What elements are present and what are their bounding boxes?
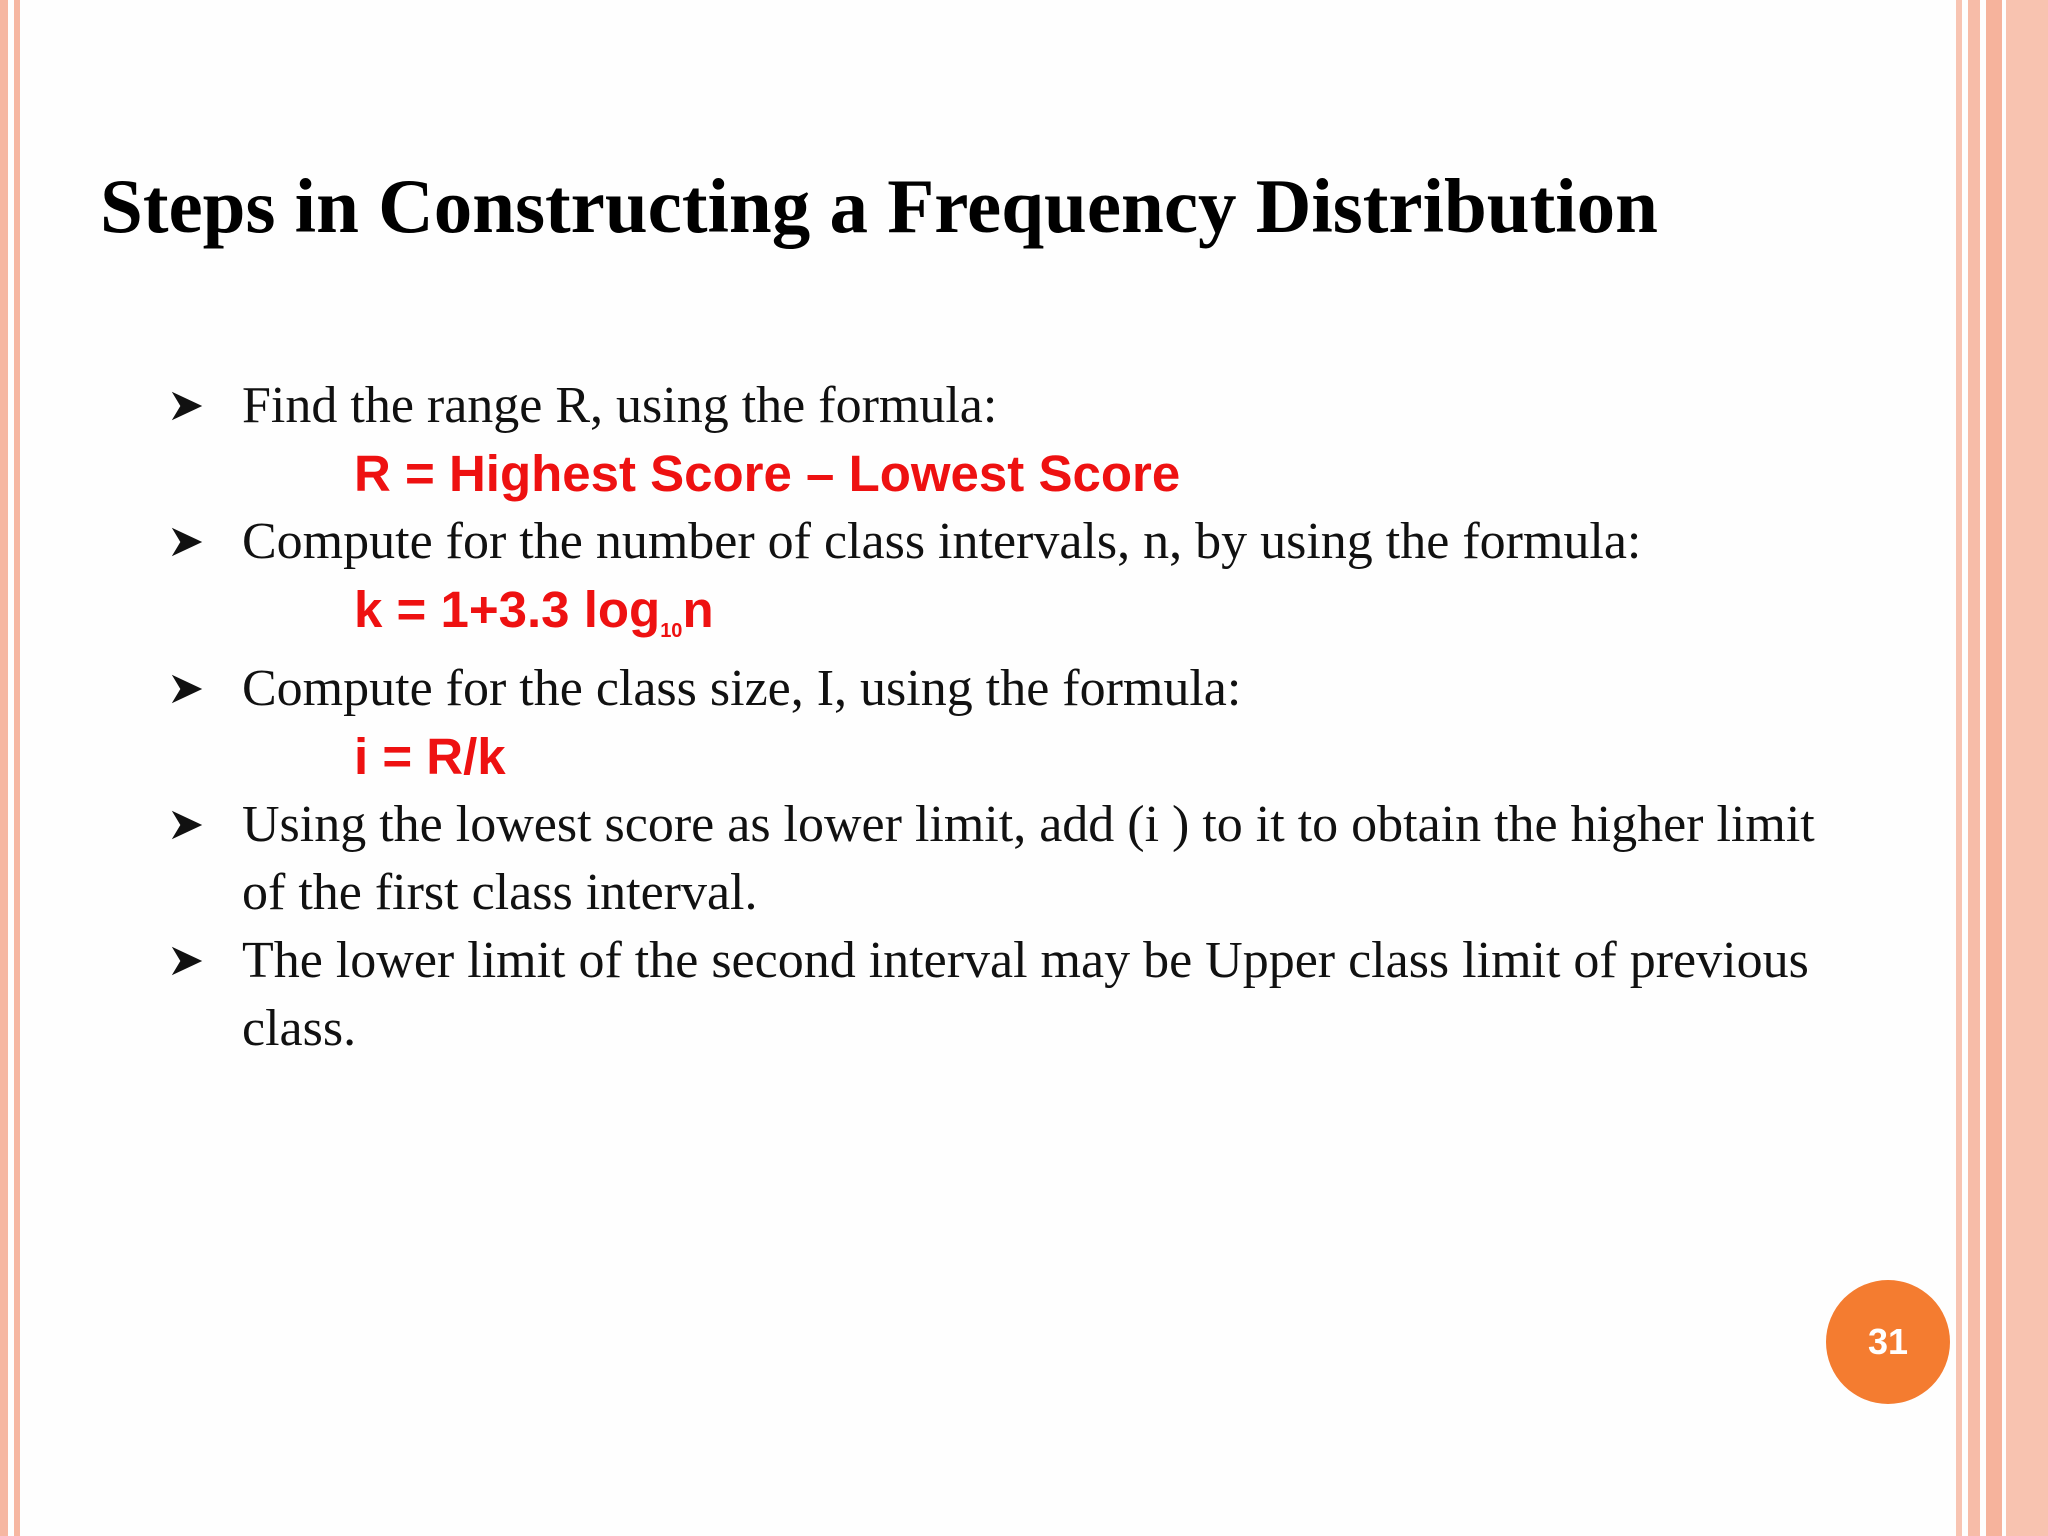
range-formula: R = Highest Score – Lowest Score — [354, 445, 1181, 502]
bullet-text: Find the range R, using the formula: — [242, 377, 998, 434]
bullet-item — [168, 791, 1868, 927]
right-border-stripe — [1968, 0, 1980, 1536]
formula-k-subscript: 10 — [660, 620, 683, 642]
arrowhead-bullet-icon — [168, 655, 212, 723]
formula-k-tail: n — [682, 581, 714, 638]
arrowhead-bullet-icon — [168, 791, 212, 859]
bullet-text: Using the lowest score as lower limit, add (i ) to it to obtain the higher limit of the first class interval. — [242, 796, 1815, 921]
bullet-item — [168, 372, 1868, 440]
bullet-item — [168, 508, 1868, 576]
slide-content — [168, 372, 1868, 1063]
bullet-text: Compute for the class size, I, using the formula: — [242, 660, 1242, 717]
right-border-stripe — [1986, 0, 2002, 1536]
page-number-badge: 31 — [1826, 1280, 1950, 1404]
left-border-stripe — [0, 0, 8, 1536]
arrowhead-bullet-icon — [168, 927, 212, 995]
formula-k-main: k = 1+3.3 log — [354, 581, 661, 638]
bullet-text: Compute for the number of class intervals, n, by using the formula: — [242, 513, 1642, 570]
bullet-item — [168, 655, 1868, 723]
bullet-item — [168, 927, 1868, 1063]
slide-title: Steps in Constructing a Frequency Distribution — [100, 163, 1658, 249]
bullet-text: The lower limit of the second interval may be Upper class limit of previous class. — [242, 932, 1809, 1057]
right-border-stripe — [1956, 0, 1962, 1536]
arrowhead-bullet-icon — [168, 372, 212, 440]
right-border-stripe — [2006, 0, 2048, 1536]
class-intervals-formula — [168, 576, 1868, 655]
left-border-stripe-inner — [14, 0, 20, 1536]
class-size-formula: i = R/k — [354, 728, 506, 785]
arrowhead-bullet-icon — [168, 508, 212, 576]
